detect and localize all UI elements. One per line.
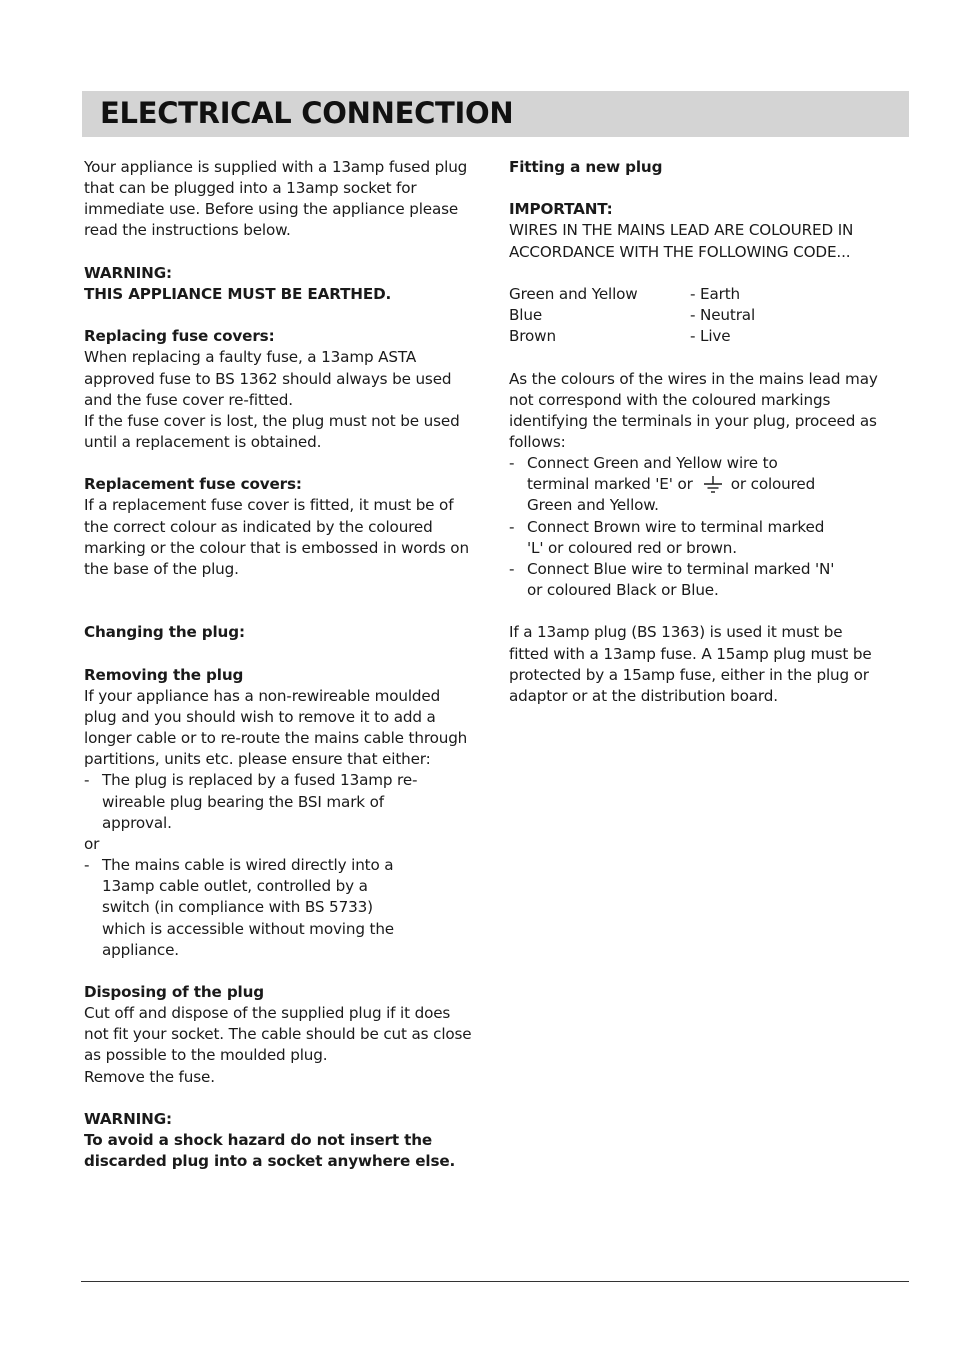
- important-label: IMPORTANT:: [509, 200, 613, 219]
- text-line: If a replacement fuse cover is fitted, it must be of: [84, 496, 454, 515]
- bullet-dash: -: [509, 454, 515, 473]
- text-line: Connect Brown wire to terminal marked: [527, 517, 825, 536]
- text-line: Green and Yellow.: [527, 496, 659, 515]
- text-line: until a replacement is obtained.: [84, 433, 322, 451]
- earth-ground-icon: [701, 475, 725, 495]
- text-line: as possible to the moulded plug.: [84, 1046, 328, 1065]
- text-line: When replacing a faulty fuse, a 13amp ASTA: [84, 348, 417, 367]
- text-line: partitions, units etc. please ensure that either:: [84, 750, 431, 769]
- section-header-bar: [82, 91, 909, 137]
- bullet-dash: -: [509, 559, 515, 578]
- text-line: [527, 474, 899, 495]
- text-line: the base of the plug.: [84, 559, 239, 578]
- page-title: ELECTRICAL CONNECTION: [100, 96, 514, 130]
- text-line: the correct colour as indicated by the coloured: [84, 517, 433, 536]
- text-line: identifying the terminals in your plug, proceed as: [509, 411, 877, 430]
- text-line: wireable plug bearing the BSI mark of: [102, 792, 384, 811]
- step-brown: [509, 517, 899, 559]
- text-line: approval.: [102, 813, 172, 832]
- warning-label: WARNING:: [84, 263, 172, 282]
- text-line: Cut off and dispose of the supplied plug if it does: [84, 1004, 451, 1023]
- shock-hazard-warning-line: discarded plug into a socket anywhere else.: [84, 1152, 456, 1171]
- text-line: The plug is replaced by a fused 13amp re-: [102, 771, 418, 790]
- removing-plug-paragraph: [84, 686, 494, 771]
- wire-code-row: [509, 326, 899, 347]
- text-line: The mains cable is wired directly into a: [102, 856, 394, 875]
- text-line: 13amp cable outlet, controlled by a: [102, 877, 368, 896]
- text-line: immediate use. Before using the appliance please: [84, 200, 459, 219]
- intro-paragraph: [84, 157, 494, 242]
- text-line: WIRES IN THE MAINS LEAD ARE COLOURED IN: [509, 221, 854, 240]
- text-line: Connect Blue wire to terminal marked 'N': [527, 559, 835, 578]
- text-line: If the fuse cover is lost, the plug must not be used: [84, 411, 460, 430]
- wire-meaning: - Neutral: [690, 306, 756, 325]
- text-line: plug and you should wish to remove it to add a: [84, 707, 436, 726]
- text-line: Remove the fuse.: [84, 1067, 215, 1086]
- changing-plug-heading: Changing the plug:: [84, 623, 245, 642]
- text-line: which is accessible without moving the: [102, 919, 394, 938]
- replacing-fuse-covers-paragraph: [84, 347, 494, 453]
- text-line: fitted with a 13amp fuse. A 15amp plug must be: [509, 644, 872, 663]
- text-line: or coloured Black or Blue.: [527, 581, 719, 600]
- wire-colour: Blue: [509, 306, 543, 325]
- text-line: As the colours of the wires in the mains lead may: [509, 369, 878, 388]
- text-line: switch (in compliance with BS 5733): [102, 898, 373, 917]
- step-blue: [509, 559, 899, 601]
- footer-divider: [81, 1281, 909, 1282]
- text-line: and the fuse cover re-fitted.: [84, 390, 293, 409]
- text-line: marking or the colour that is embossed in words on: [84, 538, 469, 557]
- disposing-plug-heading: Disposing of the plug: [84, 983, 264, 1001]
- wire-code-row: [509, 284, 899, 305]
- bullet-dash: -: [84, 856, 90, 875]
- text-line: If a 13amp plug (BS 1363) is used it must be: [509, 623, 843, 642]
- replacement-fuse-covers-heading: Replacement fuse covers:: [84, 475, 302, 494]
- wire-colour: Green and Yellow: [509, 284, 638, 303]
- or-text: or: [84, 834, 100, 853]
- removing-plug-heading: Removing the plug: [84, 665, 244, 684]
- bullet-dash: -: [509, 517, 515, 536]
- bullet-cable-outlet: [84, 855, 494, 961]
- shock-hazard-warning-line: To avoid a shock hazard do not insert the: [84, 1131, 433, 1150]
- text-line: adaptor or at the distribution board.: [509, 686, 778, 705]
- text-line: Your appliance is supplied with a 13amp fused plug: [84, 158, 468, 176]
- text-fragment: or coloured: [730, 475, 816, 494]
- wire-code-row: [509, 305, 899, 326]
- warning-label: WARNING:: [84, 1109, 172, 1128]
- text-fragment: terminal marked 'E' or: [527, 475, 693, 494]
- bullet-dash: -: [84, 771, 90, 790]
- text-line: read the instructions below.: [84, 221, 291, 240]
- text-line: follows:: [509, 432, 566, 451]
- wire-meaning: - Earth: [690, 284, 740, 303]
- text-line: not correspond with the coloured markings: [509, 390, 831, 409]
- text-line: that can be plugged into a 13amp socket for: [84, 179, 417, 198]
- text-line: Connect Green and Yellow wire to: [527, 454, 778, 473]
- wire-colour-code-table: [509, 284, 899, 347]
- text-line: 'L' or coloured red or brown.: [527, 538, 737, 557]
- wire-meaning: - Live: [690, 327, 731, 346]
- step-green-yellow: [509, 453, 899, 516]
- colours-paragraph: [509, 369, 899, 454]
- text-line: appliance.: [102, 940, 179, 959]
- wire-colour: Brown: [509, 327, 556, 346]
- text-line: not fit your socket. The cable should be cut as close: [84, 1025, 472, 1044]
- replacing-fuse-covers-heading: Replacing fuse covers:: [84, 327, 275, 346]
- fuse-rating-paragraph: [509, 622, 899, 707]
- text-line: protected by a 15amp fuse, either in the plug or: [509, 665, 869, 684]
- right-column: [509, 157, 899, 707]
- text-line: ACCORDANCE WITH THE FOLLOWING CODE...: [509, 242, 851, 261]
- left-column: [84, 157, 494, 1172]
- text-line: approved fuse to BS 1362 should always be used: [84, 369, 452, 388]
- warning-earthed-text: THIS APPLIANCE MUST BE EARTHED.: [84, 284, 392, 303]
- text-line: longer cable or to re-route the mains cable through: [84, 729, 468, 748]
- bullet-fused-plug: [84, 770, 494, 833]
- text-line: If your appliance has a non-rewireable moulded: [84, 686, 441, 705]
- fitting-new-plug-heading: Fitting a new plug: [509, 158, 663, 176]
- disposing-plug-paragraph: [84, 1003, 494, 1088]
- replacement-fuse-covers-paragraph: [84, 495, 494, 580]
